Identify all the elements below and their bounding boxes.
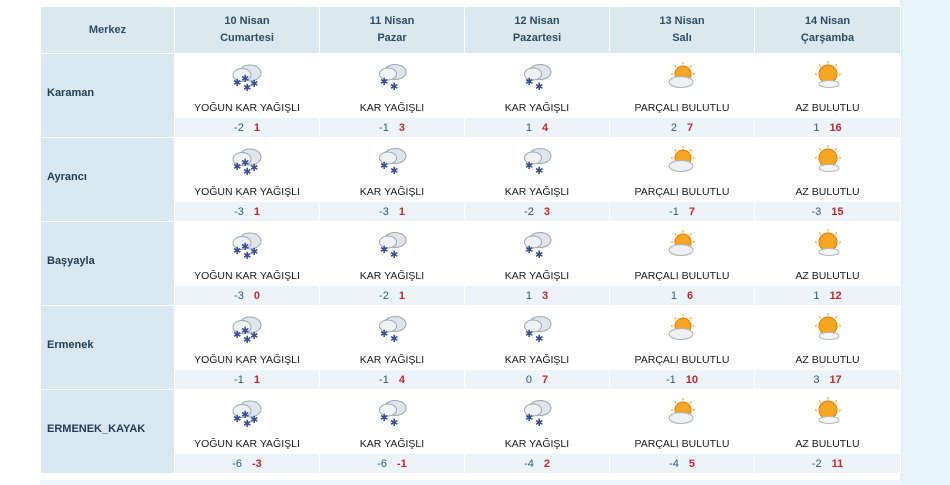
temperature-cell [320,454,465,474]
condition-text: PARÇALI BULUTLU [610,182,755,202]
svg-text:✱: ✱ [535,165,544,176]
svg-text:✱: ✱ [390,417,399,428]
forecast-body [41,54,901,474]
condition-text: YOĞUN KAR YAĞIŞLI [175,98,320,118]
column-header-day-2 [320,7,465,54]
day-weekday: Pazar [377,32,407,44]
max-temperature: 16 [829,121,842,134]
max-temperature: 1 [398,205,405,218]
svg-text:✱: ✱ [241,241,250,253]
condition-text: KAR YAĞIŞLI [465,182,610,202]
table-row [41,138,901,182]
condition-text: AZ BULUTLU [755,182,901,202]
snow-icon [519,237,555,260]
temperature-cell [465,202,610,222]
condition-text: AZ BULUTLU [755,98,901,118]
weather-icon-cell [755,54,901,98]
temperature-cell [320,118,465,138]
weather-icon-cell [320,54,465,98]
condition-text: YOĞUN KAR YAĞIŞLI [175,434,320,454]
temperature-cell [755,286,901,306]
day-date: 13 Nisan [659,15,705,27]
max-temperature: 12 [829,289,842,302]
svg-text:✱: ✱ [535,81,544,92]
min-temperature: -1 [379,121,389,134]
svg-text:✱: ✱ [380,160,389,172]
snow-icon [519,405,555,428]
temperature-cell [320,370,465,390]
svg-text:✱: ✱ [233,245,242,257]
min-temperature: -3 [811,205,822,218]
condition-text: YOĞUN KAR YAĞIŞLI [175,266,320,286]
city-name [41,306,175,390]
svg-text:✱: ✱ [525,76,534,88]
max-temperature: 7 [687,121,694,134]
svg-text:✱: ✱ [390,81,399,92]
page-margin-right [902,0,950,485]
snow-icon [519,69,555,92]
weather-icon-cell [175,306,320,350]
snow-icon [519,153,555,176]
weather-icon-cell [320,222,465,266]
snow-icon [519,321,555,344]
weather-icon-cell [755,390,901,434]
column-header-day-3 [465,7,610,54]
min-temperature: 1 [670,289,677,302]
temperature-cell [175,454,320,474]
max-temperature: -1 [397,457,407,470]
min-temperature: -6 [377,457,387,470]
temperature-cell [175,370,320,390]
temperature-cell [610,202,755,222]
partly-cloudy-icon [664,69,700,81]
mostly-sunny-icon [810,321,846,333]
column-header-day-1 [175,7,320,54]
condition-text: KAR YAĞIŞLI [320,434,465,454]
weather-icon-cell [755,138,901,182]
max-temperature: 10 [685,373,699,386]
min-temperature: 1 [813,121,820,134]
condition-text: KAR YAĞIŞLI [465,434,610,454]
weather-icon-cell [175,222,320,266]
temperature-cell [610,370,755,390]
weather-icon-cell [465,306,610,350]
min-temperature: 0 [525,373,532,386]
max-temperature: 3 [542,289,549,302]
city-label: Ermenek [47,338,94,351]
city-name [41,54,175,138]
condition-text: KAR YAĞIŞLI [465,350,610,370]
max-temperature: 1 [398,289,405,302]
max-temperature: 11 [831,457,844,470]
svg-text:✱: ✱ [243,334,252,344]
max-temperature: 17 [829,373,842,386]
city-name [41,138,175,222]
min-temperature: 2 [670,121,677,134]
mostly-sunny-icon [810,69,846,81]
svg-text:✱: ✱ [380,328,389,340]
temperature-cell [175,286,320,306]
condition-text: KAR YAĞIŞLI [320,98,465,118]
snow-icon [374,237,410,260]
svg-text:✱: ✱ [250,330,259,342]
temperature-cell [320,286,465,306]
svg-text:✱: ✱ [250,78,259,90]
snow-icon [374,405,410,428]
weather-icon-cell [610,390,755,434]
min-temperature: -2 [524,205,534,218]
svg-text:✱: ✱ [390,165,399,176]
svg-text:✱: ✱ [233,329,242,341]
city-label: Başyayla [47,254,95,267]
temperature-cell [320,202,465,222]
condition-text: PARÇALI BULUTLU [610,98,755,118]
day-weekday: Pazartesi [512,32,562,44]
temperature-cell [755,118,901,138]
page-margin-left [0,0,40,485]
temperature-cell [610,286,755,306]
svg-text:✱: ✱ [243,82,252,92]
max-temperature: 6 [687,289,694,302]
city-label: Ayrancı [47,170,87,183]
mostly-sunny-icon [810,405,846,417]
temperature-cell [755,454,901,474]
svg-text:✱: ✱ [250,414,259,426]
weather-icon-cell [755,222,901,266]
svg-text:✱: ✱ [380,76,389,88]
city-name [41,222,175,306]
max-temperature: 3 [398,121,405,134]
svg-text:✱: ✱ [241,157,250,169]
heavy-snow-icon [229,153,265,176]
forecast-table [40,6,901,474]
min-temperature: -1 [234,373,244,386]
condition-text: KAR YAĞIŞLI [320,182,465,202]
condition-text: AZ BULUTLU [755,350,901,370]
partly-cloudy-icon [664,153,700,165]
condition-text: KAR YAĞIŞLI [320,350,465,370]
min-temperature: -2 [811,457,822,470]
weather-icon-cell [465,138,610,182]
svg-text:✱: ✱ [535,333,544,344]
table-row [41,306,901,350]
max-temperature: 1 [253,373,260,386]
snow-icon [374,153,410,176]
svg-text:✱: ✱ [241,73,250,85]
temperature-cell [610,454,755,474]
svg-text:✱: ✱ [241,325,250,337]
weather-icon-cell [465,222,610,266]
min-temperature: -1 [665,373,676,386]
heavy-snow-icon [229,405,265,428]
min-temperature: -2 [379,289,389,302]
condition-text: YOĞUN KAR YAĞIŞLI [175,350,320,370]
snow-icon [374,321,410,344]
temperature-cell [465,454,610,474]
svg-text:✱: ✱ [380,244,389,256]
svg-text:✱: ✱ [250,162,259,174]
city-name [41,390,175,474]
table-row [41,222,901,266]
svg-text:✱: ✱ [250,246,259,258]
condition-text: PARÇALI BULUTLU [610,266,755,286]
day-date: 12 Nisan [514,15,560,27]
svg-text:✱: ✱ [535,249,544,260]
max-temperature: 3 [543,205,550,218]
city-label: Karaman [47,86,95,99]
svg-text:✱: ✱ [243,418,252,428]
partly-cloudy-icon [664,237,700,249]
temperature-cell [465,370,610,390]
min-temperature: -4 [524,457,534,470]
svg-text:✱: ✱ [241,409,250,421]
condition-text: AZ BULUTLU [755,266,901,286]
svg-text:✱: ✱ [380,412,389,424]
partly-cloudy-icon [664,405,700,417]
condition-text: AZ BULUTLU [755,434,901,454]
column-header-day-5 [755,7,901,54]
mostly-sunny-icon [810,153,846,165]
svg-text:✱: ✱ [535,417,544,428]
max-temperature: 1 [253,121,260,134]
condition-text: PARÇALI BULUTLU [610,350,755,370]
max-temperature: -3 [252,457,262,470]
heavy-snow-icon [229,321,265,344]
min-temperature: -1 [669,205,679,218]
mostly-sunny-icon [810,237,846,249]
header-row [41,7,901,54]
weather-icon-cell [320,306,465,350]
weather-icon-cell [610,222,755,266]
table-row [41,390,901,434]
max-temperature: 4 [542,121,549,134]
weather-icon-cell [610,54,755,98]
min-temperature: -2 [234,121,244,134]
svg-text:✱: ✱ [525,160,534,172]
svg-text:✱: ✱ [233,161,242,173]
table-row [41,54,901,98]
next-row-partial [40,480,902,485]
svg-text:✱: ✱ [243,250,252,260]
temperature-cell [465,286,610,306]
temperature-cell [175,118,320,138]
min-temperature: 1 [525,121,532,134]
day-date: 10 Nisan [224,15,270,27]
column-header-day-4 [610,7,755,54]
day-weekday: Cumartesi [220,32,274,44]
heavy-snow-icon [229,69,265,92]
svg-text:✱: ✱ [525,244,534,256]
condition-text: KAR YAĞIŞLI [320,266,465,286]
min-temperature: -3 [234,289,244,302]
temperature-cell [175,202,320,222]
max-temperature: 7 [542,373,549,386]
partly-cloudy-icon [664,321,700,333]
svg-text:✱: ✱ [243,166,252,176]
weather-icon-cell [465,54,610,98]
svg-text:✱: ✱ [525,328,534,340]
temperature-cell [755,370,901,390]
day-weekday: Salı [672,32,692,44]
snow-icon [374,69,410,92]
day-date: 11 Nisan [369,15,415,27]
svg-text:✱: ✱ [390,249,399,260]
max-temperature: 15 [831,205,844,218]
min-temperature: -4 [669,457,679,470]
svg-text:✱: ✱ [525,412,534,424]
weather-icon-cell [465,390,610,434]
heavy-snow-icon [229,237,265,260]
weather-icon-cell [175,54,320,98]
weather-icon-cell [610,138,755,182]
city-label: ERMENEK_KAYAK [47,422,146,435]
min-temperature: -3 [234,205,244,218]
weather-icon-cell [610,306,755,350]
min-temperature: -3 [379,205,389,218]
temperature-cell [755,202,901,222]
weather-icon-cell [755,306,901,350]
weather-icon-cell [175,390,320,434]
max-temperature: 0 [253,289,260,302]
svg-text:✱: ✱ [233,413,242,425]
condition-text: YOĞUN KAR YAĞIŞLI [175,182,320,202]
condition-text: KAR YAĞIŞLI [465,98,610,118]
weather-icon-cell [320,390,465,434]
min-temperature: -1 [379,373,389,386]
max-temperature: 2 [543,457,550,470]
min-temperature: 1 [813,289,820,302]
max-temperature: 1 [253,205,260,218]
max-temperature: 7 [688,205,695,218]
min-temperature: 1 [525,289,532,302]
max-temperature: 5 [688,457,695,470]
svg-text:✱: ✱ [233,77,242,89]
weather-icon-cell [320,138,465,182]
svg-text:✱: ✱ [390,333,399,344]
condition-text: PARÇALI BULUTLU [610,434,755,454]
min-temperature: 3 [813,373,820,386]
temperature-cell [465,118,610,138]
condition-text: KAR YAĞIŞLI [465,266,610,286]
min-temperature: -6 [232,457,242,470]
temperature-cell [610,118,755,138]
day-weekday: Çarşamba [800,32,855,44]
day-date: 14 Nisan [804,15,851,27]
weather-icon-cell [175,138,320,182]
column-header-merkez: Merkez [41,7,175,54]
max-temperature: 4 [398,373,405,386]
